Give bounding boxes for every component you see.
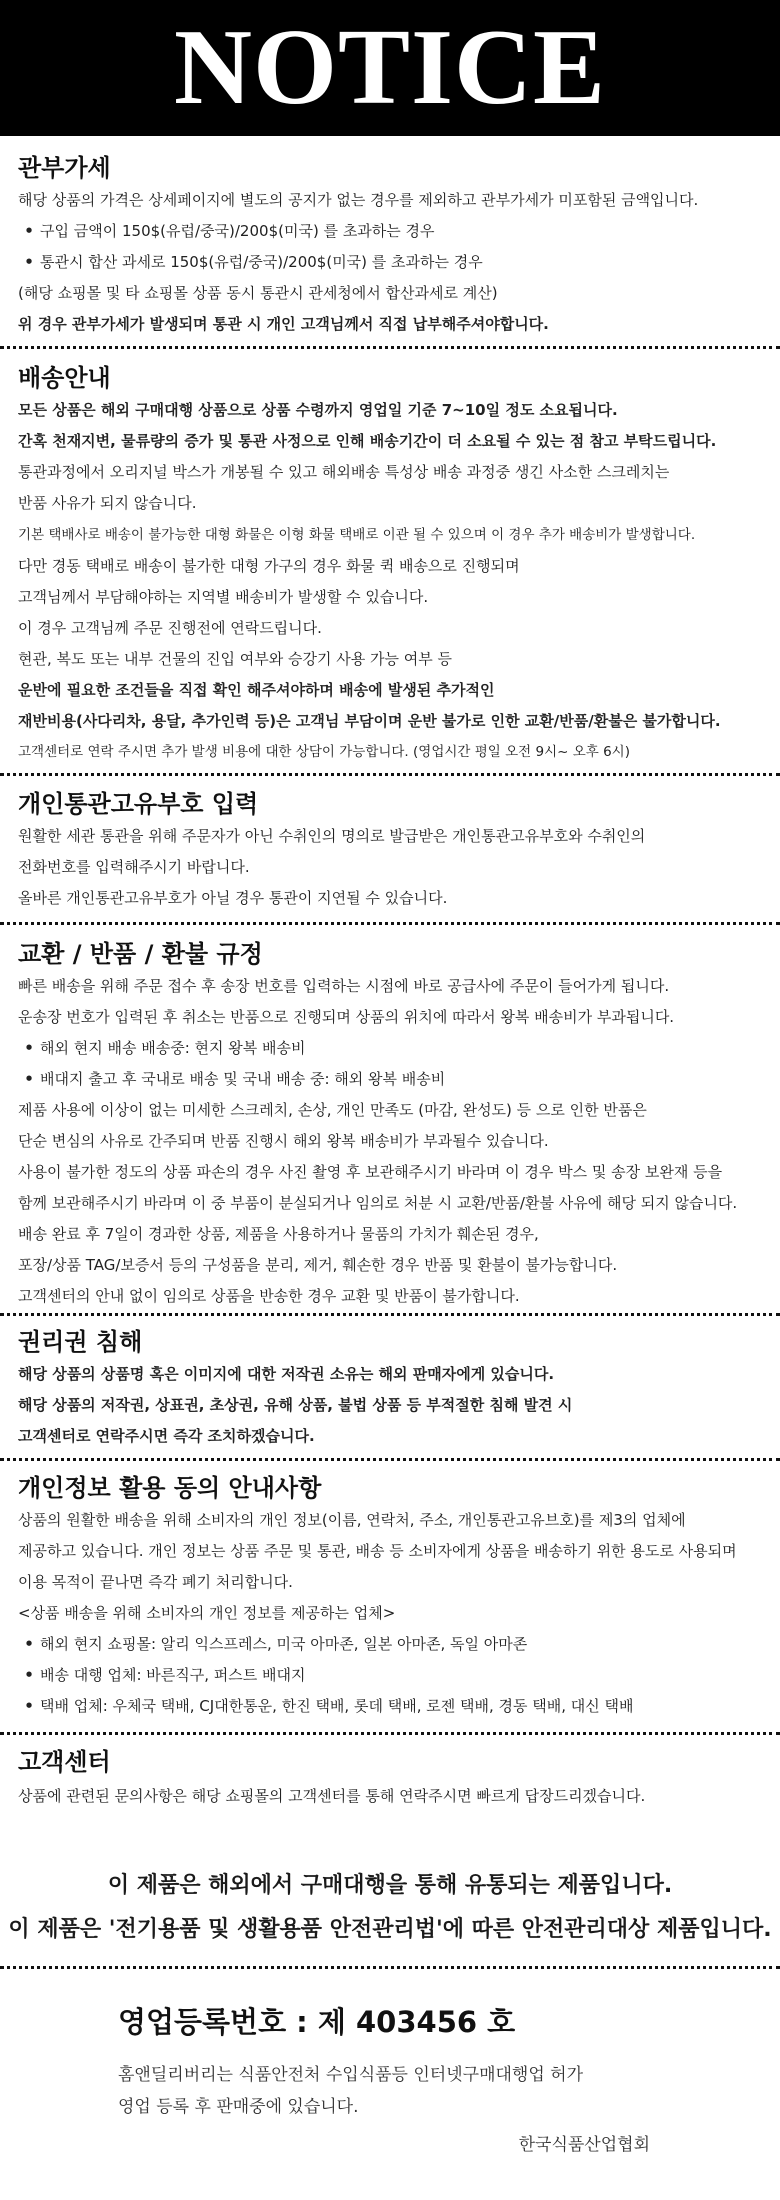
customs-line: 해당 상품의 가격은 상세페이지에 별도의 공지가 없는 경우를 제외하고 관부가세가 미포함된 금액입니다. [18, 191, 699, 209]
shipping-line: 이 경우 고객님께 주문 진행전에 연락드립니다. [18, 619, 322, 637]
privacy-line: • 해외 현지 쇼핑몰: 알리 익스프레스, 미국 아마존, 일본 아마존, 독일 아마존 [18, 1634, 770, 1654]
header-title: NOTICE [173, 8, 607, 127]
returns-line: 사용이 불가한 정도의 상품 파손의 경우 사진 촬영 후 보관해주시기 바라며 이 경우 박스 및 송장 보완재 등을 [18, 1163, 723, 1181]
shipping-line: 다만 경동 택배로 배송이 불가한 대형 가구의 경우 화물 퀵 배송으로 진행되며 [18, 557, 520, 575]
customs-id-line: 원활한 세관 통관을 위해 주문자가 아닌 수취인의 명의로 발급받은 개인통관고유부호와 수취인의 [18, 827, 646, 845]
privacy-line: 이용 목적이 끝나면 즉각 폐기 처리합니다. [18, 1573, 293, 1591]
section-divider [0, 773, 780, 776]
section-divider [0, 346, 780, 349]
section-divider [0, 1732, 780, 1735]
section-title-customs: 관부가세 [18, 154, 111, 182]
customs-id-line: 올바른 개인통관고유부호가 아닐 경우 통관이 지연될 수 있습니다. [18, 889, 448, 907]
privacy-line: • 택배 업체: 우체국 택배, CJ대한통운, 한진 택배, 롯데 택배, 로젠 택배, 경동 택배, 대신 택배 [18, 1696, 770, 1716]
shipping-line: 기본 택배사로 배송이 불가능한 대형 화물은 이형 화물 택배로 이관 될 수 있으며 이 경우 추가 배송비가 발생합니다. [18, 527, 696, 543]
shipping-line: 반품 사유가 되지 않습니다. [18, 494, 197, 512]
customs-line: • 구입 금액이 150$(유럽/중국)/200$(미국) 를 초과하는 경우 [18, 221, 770, 241]
customs-line: 위 경우 관부가세가 발생되며 통관 시 개인 고객님께서 직접 납부해주셔야합니다. [18, 315, 549, 333]
returns-line: 고객센터의 안내 없이 임의로 상품을 반송한 경우 교환 및 반품이 불가합니다. [18, 1287, 520, 1305]
notice-header [0, 0, 780, 136]
returns-line: • 해외 현지 배송 배송중: 현지 왕복 배송비 [18, 1038, 770, 1058]
returns-line: • 배대지 출고 후 국내로 배송 및 국내 배송 중: 해외 왕복 배송비 [18, 1069, 770, 1089]
product-notice-line: 이 제품은 해외에서 구매대행을 통해 유통되는 제품입니다. [107, 1873, 673, 1898]
returns-line: 단순 변심의 사유로 간주되며 반품 진행시 해외 왕복 배송비가 부과될수 있습니다. [18, 1132, 549, 1150]
section-title-rights: 권리권 침해 [18, 1328, 143, 1356]
privacy-line: • 배송 대행 업체: 바른직구, 퍼스트 배대지 [18, 1665, 770, 1685]
shipping-line: 모든 상품은 해외 구매대행 상품으로 상품 수령까지 영업일 기준 7~10일 정도 소요됩니다. [18, 401, 618, 419]
section-divider [0, 1458, 780, 1461]
shipping-line: 고객센터로 연락 주시면 추가 발생 비용에 대한 상담이 가능합니다. (영업시간 평일 오전 9시~ 오후 6시) [18, 744, 630, 760]
returns-line: 운송장 번호가 입력된 후 취소는 반품으로 진행되며 상품의 위치에 따라서 왕복 배송비가 부과됩니다. [18, 1008, 675, 1026]
section-title-privacy: 개인정보 활용 동의 안내사항 [18, 1474, 322, 1502]
shipping-line: 간혹 천재지변, 물류량의 증가 및 통관 사정으로 인해 배송기간이 더 소요될 수 있는 점 참고 부탁드립니다. [18, 432, 717, 450]
shipping-line: 통관과정에서 오리지널 박스가 개봉될 수 있고 해외배송 특성상 배송 과정중 생긴 사소한 스크레치는 [18, 463, 670, 481]
privacy-line: <상품 배송을 위해 소비자의 개인 정보를 제공하는 업체> [18, 1604, 396, 1622]
shipping-line: 운반에 필요한 조건들을 직접 확인 해주셔야하며 배송에 발생된 추가적인 [18, 681, 495, 699]
shipping-line: 현관, 복도 또는 내부 건물의 진입 여부와 승강기 사용 가능 여부 등 [18, 650, 452, 668]
privacy-line: 제공하고 있습니다. 개인 정보는 상품 주문 및 통관, 배송 등 소비자에게 상품을 배송하기 위한 용도로 사용되며 [18, 1542, 737, 1560]
registration-desc-line: 영업 등록 후 판매중에 있습니다. [118, 2097, 359, 2117]
section-title-support: 고객센터 [18, 1748, 111, 1776]
section-title-returns: 교환 / 반품 / 환불 규정 [18, 940, 263, 968]
support-line: 상품에 관련된 문의사항은 해당 쇼핑몰의 고객센터를 통해 연락주시면 빠르게 답장드리겠습니다. [18, 1787, 646, 1805]
section-divider [0, 1313, 780, 1316]
association-name: 한국식품산업협회 [518, 2135, 650, 2155]
returns-line: 빠른 배송을 위해 주문 접수 후 송장 번호를 입력하는 시점에 바로 공급사에 주문이 들어가게 됩니다. [18, 977, 670, 995]
product-notice-line: 이 제품은 '전기용품 및 생활용품 안전관리법'에 따른 안전관리대상 제품입니다. [8, 1917, 772, 1942]
section-divider [0, 1966, 780, 1969]
registration-number: 영업등록번호 : 제 403456 호 [118, 2005, 516, 2039]
customs-line: • 통관시 합산 과세로 150$(유럽/중국)/200$(미국) 를 초과하는 경우 [18, 252, 770, 272]
privacy-line: 상품의 원활한 배송을 위해 소비자의 개인 정보(이름, 연락처, 주소, 개인통관고유브호)를 제3의 업체에 [18, 1511, 686, 1529]
shipping-line: 재반비용(사다리차, 용달, 추가인력 등)은 고객님 부담이며 운반 불가로 인한 교환/반품/환불은 불가합니다. [18, 712, 721, 730]
section-divider [0, 922, 780, 925]
customs-line: (해당 쇼핑몰 및 타 쇼핑몰 상품 동시 통관시 관세청에서 합산과세로 계산) [18, 284, 498, 302]
customs-id-line: 전화번호를 입력해주시기 바랍니다. [18, 858, 250, 876]
registration-desc-line: 홈앤딜리버리는 식품안전처 수입식품등 인터넷구매대행업 허가 [118, 2065, 584, 2085]
rights-line: 고객센터로 연락주시면 즉각 조치하겠습니다. [18, 1427, 315, 1445]
section-title-shipping: 배송안내 [18, 364, 111, 392]
shipping-line: 고객님께서 부담해야하는 지역별 배송비가 발생할 수 있습니다. [18, 588, 429, 606]
returns-line: 포장/상품 TAG/보증서 등의 구성품을 분리, 제거, 훼손한 경우 반품 및 환불이 불가능합니다. [18, 1256, 618, 1274]
returns-line: 배송 완료 후 7일이 경과한 상품, 제품을 사용하거나 물품의 가치가 훼손된 경우, [18, 1225, 539, 1243]
rights-line: 해당 상품의 저작권, 상표권, 초상권, 유해 상품, 불법 상품 등 부적절한 침해 발견 시 [18, 1396, 573, 1414]
returns-line: 함께 보관해주시기 바라며 이 중 부품이 분실되거나 임의로 처분 시 교환/반품/환불 사유에 해당 되지 않습니다. [18, 1194, 738, 1212]
section-title-customs-id: 개인통관고유부호 입력 [18, 790, 259, 818]
rights-line: 해당 상품의 상품명 혹은 이미지에 대한 저작권 소유는 해외 판매자에게 있습니다. [18, 1365, 555, 1383]
returns-line: 제품 사용에 이상이 없는 미세한 스크레치, 손상, 개인 만족도 (마감, 완성도) 등 으로 인한 반품은 [18, 1101, 647, 1119]
